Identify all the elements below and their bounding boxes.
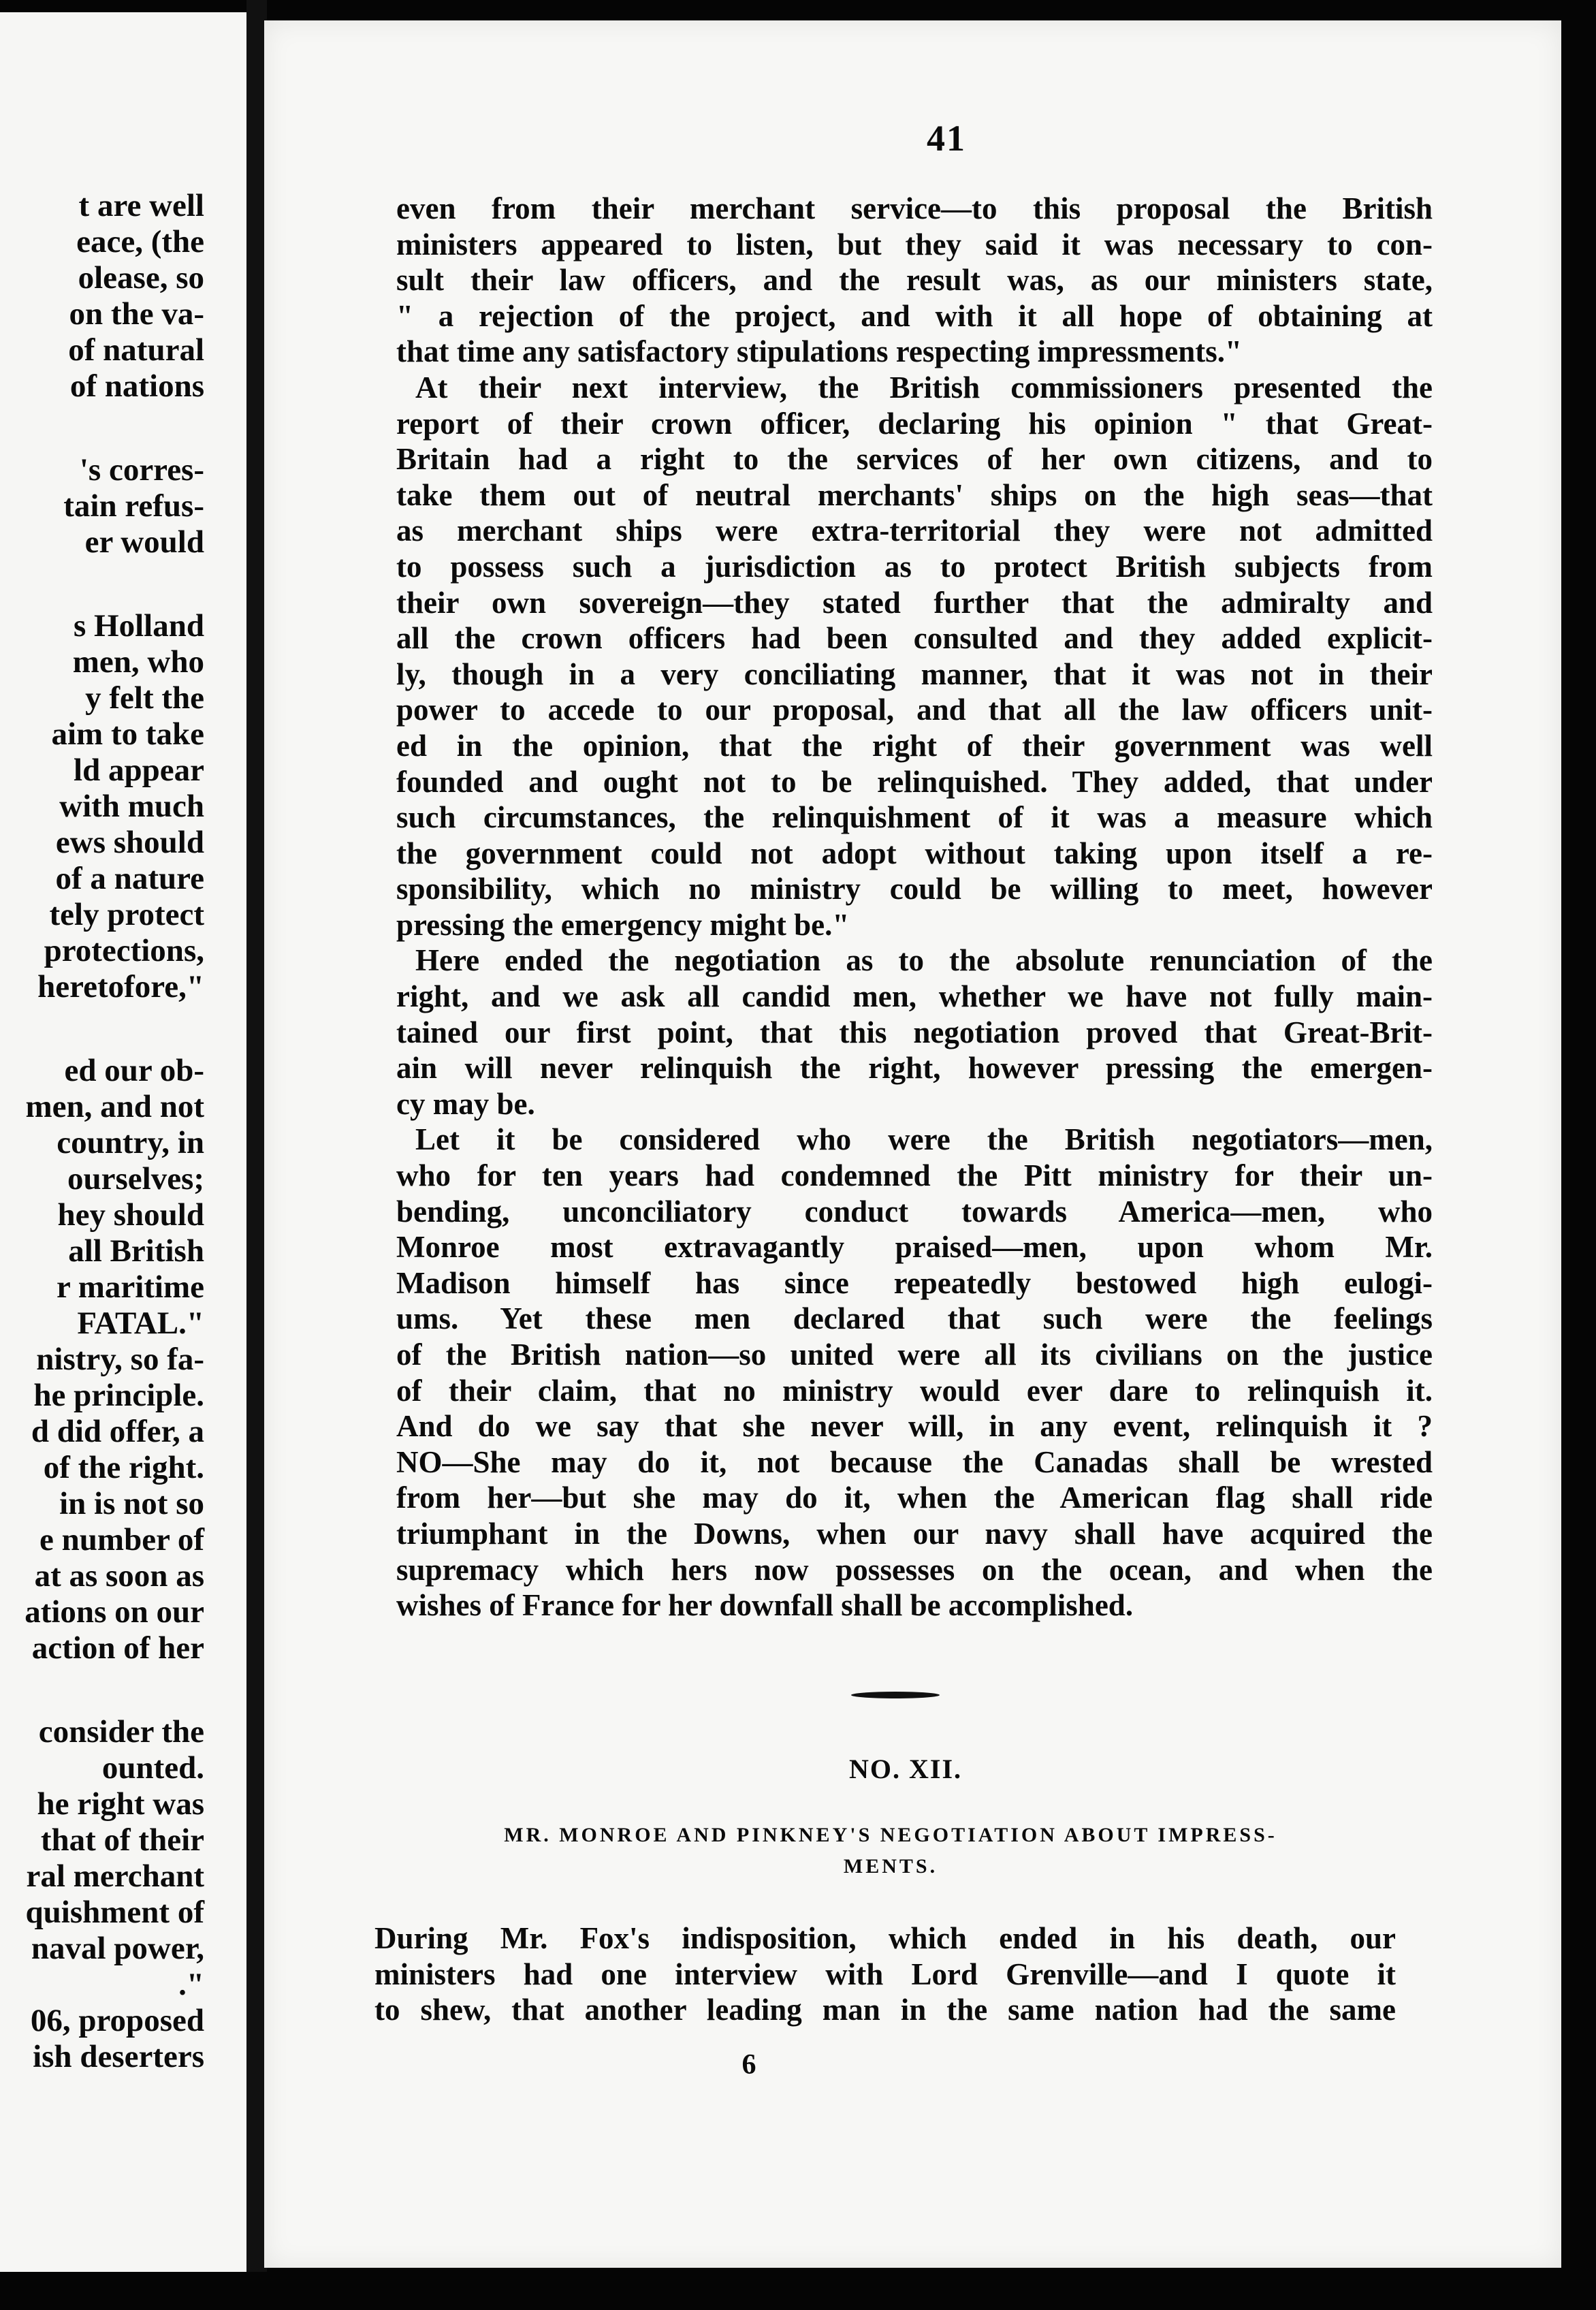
left-text-line: ounted. [101, 1750, 204, 1786]
text-line: triumphant in the Downs, when our navy shall have acquired the [396, 1516, 1433, 1551]
left-text-line: protections, [44, 933, 204, 968]
text-line: to possess such a jurisdiction as to protect British subjects from [396, 549, 1433, 584]
left-text-line: ld appear [74, 753, 204, 788]
text-line: of their claim, that no ministry would ever dare to relinquish it. [396, 1373, 1433, 1408]
left-text-line [0, 1005, 204, 1053]
text-line: " a rejection of the project, and with it all hope of obtaining at [396, 298, 1433, 333]
text-line: pressing the emergency might be." [396, 907, 850, 942]
section-title-line-2: MENTS. [843, 1855, 938, 1878]
left-text-line [0, 560, 204, 608]
text-line: During Mr. Fox's indisposition, which ended in his death, our [374, 1921, 1396, 1955]
left-text-line: t are well [78, 188, 204, 223]
left-text-line: quishment of [25, 1895, 204, 1930]
left-text-line: ral merchant [26, 1858, 204, 1894]
left-text-line: heretofore," [37, 969, 204, 1004]
left-text-line: of a nature [55, 861, 204, 896]
text-line: from her—but she may do it, when the American flag shall ride [396, 1481, 1433, 1515]
section-title [400, 1820, 1381, 1882]
left-text-line: men, and not [25, 1089, 204, 1124]
left-text-line: consider the [38, 1714, 204, 1750]
left-text-line: ish deserters [33, 2039, 204, 2074]
text-line: ministers appeared to listen, but they said it was necessary to con- [396, 227, 1433, 262]
left-text-line: tain refus- [63, 488, 204, 524]
text-line: bending, unconciliatory conduct towards America—men, who [396, 1194, 1433, 1229]
text-line: At their next interview, the British commissioners presented the [415, 370, 1433, 405]
left-text-line: olease, so [78, 260, 204, 296]
left-text-line: at as soon as [34, 1558, 204, 1594]
text-line: ly, though in a very conciliating manner, that it was not in their [396, 656, 1433, 691]
left-text-line: e number of [39, 1522, 204, 1557]
left-text-line: ed our ob- [64, 1053, 204, 1088]
left-text-line: that of their [40, 1822, 204, 1858]
text-line: Here ended the negotiation as to the absolute renunciation of the [415, 943, 1433, 978]
text-line: sponsibility, which no ministry could be willing to meet, however [396, 872, 1433, 906]
left-text-line: FATAL." [77, 1306, 204, 1341]
text-line: report of their crown officer, declaring his opinion " that Great- [396, 406, 1433, 441]
left-text-line: action of her [31, 1630, 204, 1666]
text-line: ums. Yet these men declared that such were the feelings [396, 1301, 1433, 1336]
left-text-line: 's corres- [79, 452, 204, 488]
text-line: Monroe most extravagantly praised—men, upon whom Mr. [396, 1230, 1433, 1265]
left-text-line: men, who [72, 644, 204, 680]
page-number: 41 [927, 118, 966, 159]
left-text-line [0, 405, 204, 452]
left-text-line [0, 1666, 204, 1714]
left-text-line: naval power, [31, 1931, 204, 1966]
main-text [396, 191, 1433, 1624]
left-text-line: he right was [37, 1786, 204, 1822]
text-line: sult their law officers, and the result was, as our ministers state, [396, 263, 1433, 298]
text-line: tained our first point, that this negotiation proved that Great-Brit- [396, 1015, 1433, 1049]
left-text-line: with much [59, 789, 204, 824]
text-line: And do we say that she never will, in any event, relinquish it ? [396, 1409, 1433, 1444]
left-text-line: he principle. [33, 1378, 204, 1413]
left-text-line: on the va- [69, 296, 204, 332]
left-text-line: s Holland [74, 608, 204, 644]
left-text-line: ourselves; [67, 1161, 204, 1197]
text-line: all the crown officers had been consulted and they added explicit- [396, 621, 1433, 656]
text-line: wishes of France for her downfall shall be accomplished. [396, 1588, 1134, 1623]
section-number: NO. XII. [848, 1754, 963, 1784]
left-text-line: d did offer, a [31, 1414, 204, 1449]
left-text-line: r maritime [56, 1269, 204, 1305]
text-line: supremacy which hers now possesses on the ocean, and when the [396, 1552, 1433, 1587]
left-text-line: ." [178, 1967, 204, 2002]
text-line: their own sovereign—they stated further that the admiralty and [396, 585, 1433, 620]
left-text-line: ations on our [25, 1594, 204, 1630]
left-page-text [0, 188, 204, 2075]
text-line: Madison himself has since repeatedly bestowed high eulogi- [396, 1265, 1433, 1300]
text-line: ed in the opinion, that the right of their government was well [396, 728, 1433, 763]
left-text-line: all British [68, 1233, 204, 1269]
left-text-line: nistry, so fa- [36, 1342, 204, 1377]
left-text-line: tely protect [49, 897, 204, 932]
text-line: founded and ought not to be relinquished. They added, that under [396, 764, 1433, 799]
left-text-line: of natural [68, 332, 204, 368]
signature-mark: 6 [741, 2049, 756, 2080]
text-line: that time any satisfactory stipulations respecting impressments." [396, 334, 1243, 369]
text-line: even from their merchant service—to this proposal the British [396, 191, 1433, 225]
text-line: such circumstances, the relinquishment of it was a measure which [396, 800, 1433, 835]
text-line: Let it be considered who were the British negotiators—men, [415, 1122, 1433, 1157]
left-text-line: er would [84, 524, 204, 560]
text-line: power to accede to our proposal, and that all the law officers unit- [396, 693, 1433, 727]
section-title-line-1: MR. MONROE AND PINKNEY'S NEGOTIATION ABOUT IMPRESS- [504, 1824, 1277, 1846]
left-text-line: of the right. [43, 1450, 204, 1485]
left-text-line: aim to take [51, 716, 204, 752]
text-line: as merchant ships were extra-territorial they were not admitted [396, 513, 1433, 548]
text-line: take them out of neutral merchants' ships on the high seas—that [396, 477, 1433, 512]
left-text-line: hey should [57, 1197, 204, 1233]
text-line: to shew, that another leading man in the same nation had the same [374, 1993, 1396, 2027]
text-line: Britain had a right to the services of her own citizens, and to [396, 442, 1433, 477]
left-text-line: 06, proposed [30, 2003, 204, 2038]
text-line: NO—She may do it, not because the Canadas shall be wrested [396, 1444, 1433, 1479]
text-line: ministers had one interview with Lord Grenville—and I quote it [374, 1957, 1396, 1991]
section-divider [851, 1692, 940, 1698]
text-line: cy may be. [396, 1086, 535, 1121]
left-text-line: of nations [69, 368, 204, 404]
left-text-line: y felt the [85, 680, 204, 716]
text-line: who for ten years had condemned the Pitt ministry for their un- [396, 1158, 1433, 1193]
left-text-line: in is not so [59, 1486, 204, 1521]
scan-border-bottom [0, 2272, 1596, 2310]
left-text-line: eace, (the [76, 224, 204, 259]
text-line: of the British nation—so united were all its civilians on the justice [396, 1338, 1433, 1372]
left-facing-page [0, 12, 246, 2272]
text-line: right, and we ask all candid men, whether we have not fully main- [396, 979, 1433, 1014]
left-text-line: ews should [55, 825, 204, 860]
left-text-line: country, in [57, 1125, 204, 1160]
text-line: the government could not adopt without taking upon itself a re- [396, 836, 1433, 870]
section-body-text [374, 1920, 1396, 2028]
text-line: ain will never relinquish the right, however pressing the emergen- [396, 1051, 1433, 1086]
